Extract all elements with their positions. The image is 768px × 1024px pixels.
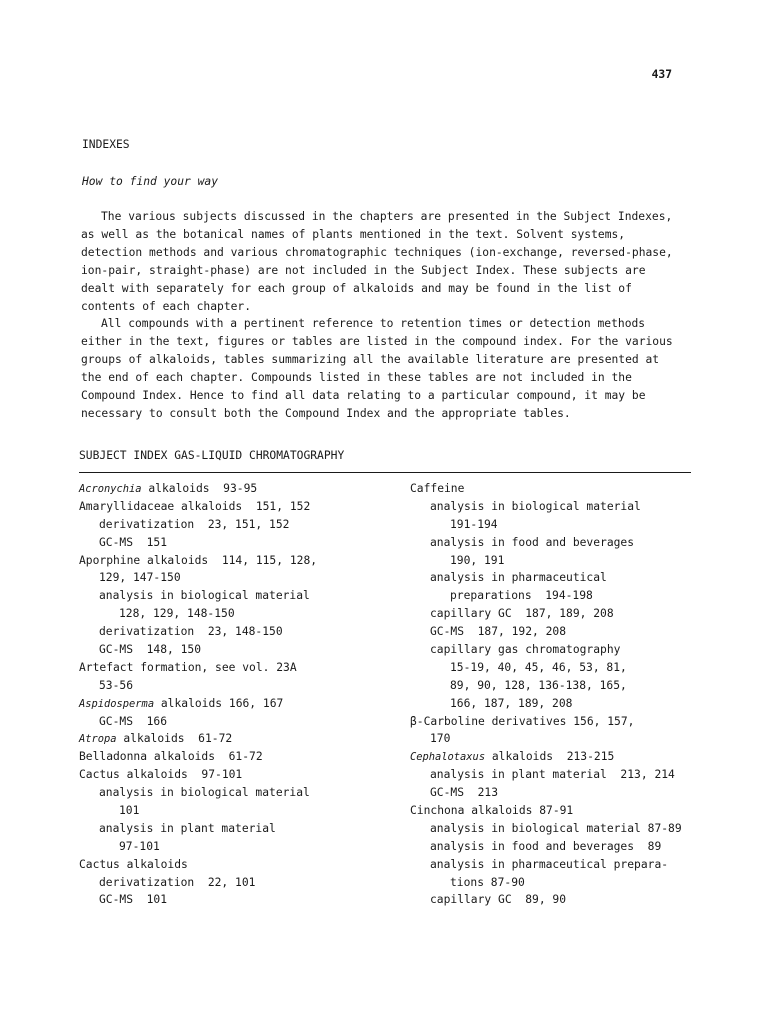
index-entry-genus: Cephalotaxus [410,751,486,764]
index-entry-text: analysis in biological material [430,499,641,513]
index-entry-text: GC-MS 166 [99,714,168,728]
index-entry-text: GC-MS 151 [99,535,168,549]
index-entry-text: 190, 191 [450,553,505,567]
index-entry [79,516,399,534]
index-entry [79,587,399,605]
index-column-right [410,480,710,909]
index-entry [79,730,399,748]
index-entry-text: Cactus alkaloids 97-101 [79,768,243,782]
index-entry-text: Caffeine [410,482,465,495]
index-entry-text: GC-MS 213 [430,786,499,800]
intro-text [81,208,685,423]
index-entry [410,534,710,552]
index-entry [79,552,399,570]
index-entry-text: derivatization 23, 148-150 [99,625,283,639]
index-entry [79,534,399,552]
index-entry-genus: Atropa [79,733,117,746]
index-entry [79,856,399,874]
index-entry [79,838,399,856]
index-entry [410,695,710,713]
index-entry [410,838,710,856]
subtitle: How to find your way [82,175,219,188]
index-entry [410,605,710,623]
index-entry-genus: Acronychia [79,483,142,495]
index-entry [410,856,710,874]
index-entry [79,802,399,820]
index-entry [79,480,399,498]
index-entry [79,605,399,623]
index-entry-text: 170 [430,732,451,746]
index-entry-text: Cinchona alkaloids 87-91 [410,804,574,818]
index-entry-text: analysis in pharmaceutical [430,571,607,585]
index-entry [410,498,710,516]
index-entry-text: analysis in food and beverages [430,535,635,549]
index-entry-text: capillary gas chromatography [430,643,621,657]
index-entry [410,659,710,677]
index-entry-text: Cactus alkaloids [79,857,188,871]
index-entry [410,516,710,534]
index-entry-text: tions 87-90 [450,875,525,889]
index-entry [79,659,399,677]
index-entry [410,766,710,784]
index-entry [79,641,399,659]
index-entry [410,587,710,605]
index-entry [79,766,399,784]
index-entry-text: 15-19, 40, 45, 46, 53, 81, [450,660,627,674]
index-entry-text: GC-MS 148, 150 [99,643,202,657]
divider-rule [79,472,691,473]
index-entry-text: analysis in food and beverages 89 [430,839,662,853]
index-entry [79,820,399,838]
index-entry-text: derivatization 22, 101 [99,875,256,889]
index-entry [79,891,399,909]
index-entry [79,569,399,587]
index-entry [79,677,399,695]
section-title: INDEXES [82,138,130,151]
index-entry-text: alkaloids 61-72 [116,732,233,746]
index-entry-text: Amaryllidaceae alkaloids 151, 152 [79,499,311,513]
index-entry [410,748,710,766]
index-entry-text: alkaloids 93-95 [141,482,258,495]
index-entry-text: 97-101 [119,839,160,853]
index-entry [410,820,710,838]
index-entry-text: 101 [119,804,140,818]
index-entry-text: alkaloids 166, 167 [154,696,284,710]
index-entry [79,498,399,516]
index-entry-text: 53-56 [99,678,134,692]
index-entry-text: 129, 147-150 [99,571,181,585]
index-entry-text: derivatization 23, 151, 152 [99,517,290,531]
index-entry-text: capillary GC 187, 189, 208 [430,607,614,621]
index-entry [410,641,710,659]
index-entry-text: analysis in pharmaceutical prepara- [430,857,669,871]
index-entry [410,552,710,570]
index-entry-text: 191-194 [450,517,498,531]
index-entry [410,730,710,748]
index-entry-text: analysis in biological material [99,786,310,800]
index-entry-text: analysis in biological material 87-89 [430,821,682,835]
index-entry-text: analysis in biological material [99,589,310,603]
index-entry-text: alkaloids 213-215 [485,750,615,764]
index-entry-text: Belladonna alkaloids 61-72 [79,750,263,764]
index-entry [410,677,710,695]
index-entry [79,713,399,731]
subject-index-heading: SUBJECT INDEX GAS-LIQUID CHROMATOGRAPHY [79,449,345,462]
index-entry [410,623,710,641]
index-entry [79,623,399,641]
index-entry-text: GC-MS 101 [99,893,168,907]
index-entry-text: 166, 187, 189, 208 [450,696,573,710]
index-entry [79,784,399,802]
index-entry-text: Aporphine alkaloids 114, 115, 128, [79,553,318,567]
index-entry [410,891,710,909]
index-entry-text: analysis in plant material [99,821,276,835]
index-entry [79,748,399,766]
index-entry-genus: Aspidosperma [79,697,155,710]
index-entry-text: preparations 194-198 [450,589,593,603]
index-entry-text: GC-MS 187, 192, 208 [430,625,567,639]
index-entry [410,802,710,820]
index-entry [410,480,710,498]
index-entry [410,713,710,731]
intro-paragraph: The various subjects discussed in the chapters are presented in the Subject Indexes, as well as the botanical names of plants mentioned in the text. Solvent systems, detection methods and various chromatographic techniques (ion-exchange, reversed-phase, ion-pair, straight-phase) are not included in the Subject Index. These subjects are dealt with separately for each group of alkaloids and may be found in the list of contents of each chapter. [81,210,673,313]
index-column-left [79,480,399,909]
index-entry-text: 89, 90, 128, 136-138, 165, [450,678,627,692]
index-entry-text: capillary GC 89, 90 [430,893,567,907]
index-entry-text: analysis in plant material 213, 214 [430,768,675,782]
index-entry [410,874,710,892]
index-entry-text: 128, 129, 148-150 [119,607,235,621]
index-entry-text: Artefact formation, see vol. 23A [79,660,297,674]
index-entry [79,695,399,713]
intro-paragraph: All compounds with a pertinent reference to retention times or detection methods either in the text, figures or tables are listed in the compound index. For the various groups of alkaloids, tables summarizing all the available literature are presented at the end of each chapter. Compounds listed in these tables are not included in the Compound Index. Hence to find all data relating to a particular compound, it may be necessary to consult both the Compound Index and the appropriate tables. [81,317,673,420]
index-entry [79,874,399,892]
index-entry-text: β-Carboline derivatives 156, 157, [410,714,635,728]
index-entry [410,569,710,587]
page-number: 437 [651,68,672,81]
index-entry [410,784,710,802]
